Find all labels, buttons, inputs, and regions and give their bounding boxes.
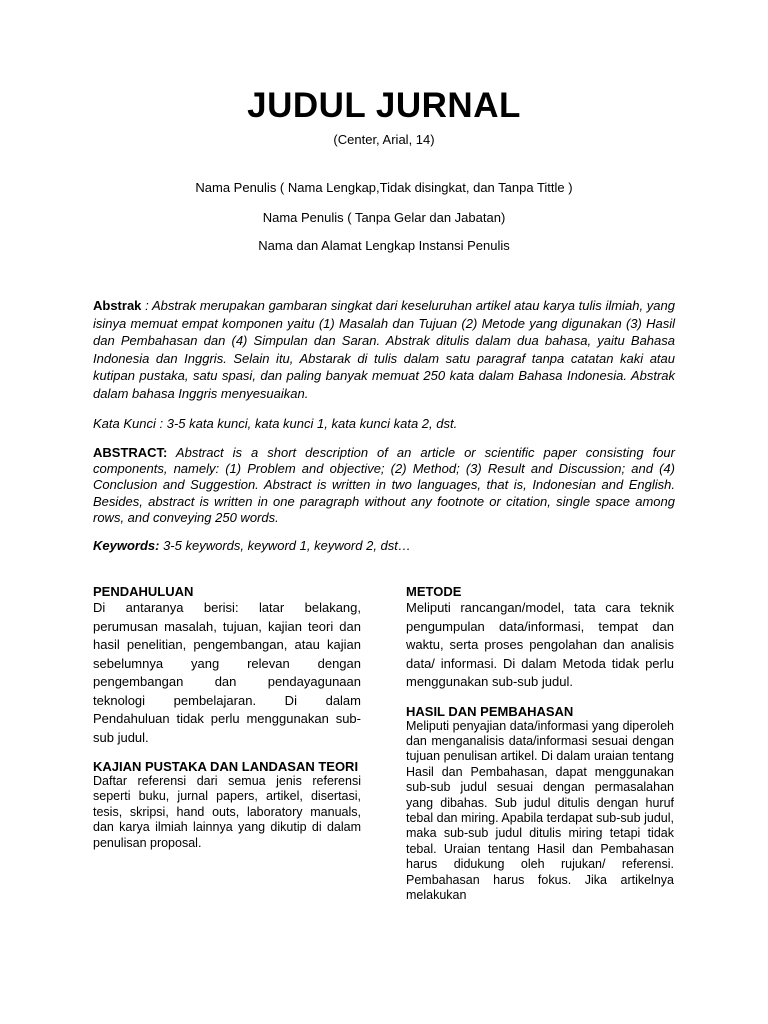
kajian-pustaka-body: Daftar referensi dari semua jenis referensi seperti buku, jurnal papers, artikel, disertasi, tesis, skripsi, hand outs, laboratory manuals, dan karya ilmiah lainnya yang dikutip di dalam penulisan proposal. [93,774,361,850]
metode-heading: METODE [406,584,462,599]
abstract-separator: : [141,298,153,313]
left-column [93,584,361,851]
pendahuluan-heading: PENDAHULUAN [93,584,194,599]
author-line-2: Nama Penulis ( Tanpa Gelar dan Jabatan) [262,210,506,225]
abstract-label: Abstrak [93,298,142,313]
author-line-1: Nama Penulis ( Nama Lengkap,Tidak disingkat, dan Tanpa Tittle ) [195,180,573,195]
journal-title: JUDUL JURNAL [247,86,521,125]
metode-body: Meliputi rancangan/model, tata cara teknik pengumpulan data/informasi, tempat dan waktu, serta proses pengolahan dan analisis data/ informasi. Di dalam Metoda tidak perlu menggunakan sub-sub judul. [406,600,674,689]
right-column [406,584,674,903]
kajian-pustaka-heading: KAJIAN PUSTAKA DAN LANDASAN TEORI [93,759,359,774]
abstract-en-label: ABSTRACT: [93,445,168,460]
institution-line: Nama dan Alamat Lengkap Instansi Penulis [258,238,510,253]
format-note: (Center, Arial, 14) [333,132,435,147]
pendahuluan-body: Di antaranya berisi: latar belakang, perumusan masalah, tujuan, kajian teori dan hasil penelitian, pengembangan, atau kajian sebelumnya yang relevan dengan pengembangan dan pendayagunaan teknologi pembelajaran. Di dalam Pendahuluan tidak perlu menggunakan sub-sub judul. [93,600,361,745]
abstract-en-text: Abstract is a short description of an article or scientific paper consisting four components, namely: (1) Problem and objective; (2) Method; (3) Result and Discussion; and (4) Conclusion and Suggestion. Abstract is written in two languages, that is, Indonesian and English. Besides, abstract is written in one paragraph without any footnote or citation, single space among rows, and conveying 250 words. [93,445,675,525]
hasil-pembahasan-heading: HASIL DAN PEMBAHASAN [406,703,574,719]
keywords-english [93,538,675,553]
hasil-pembahasan-body: Meliputi penyajian data/informasi yang diperoleh dan menganalisis data/informasi sesuai dengan tujuan penulisan artikel. Di dalam uraian tentang Hasil dan Pembahasan, dapat menggunakan sub-sub judul sesuai dengan permasalahan yang dibahas. Sub judul ditulis dengan huruf tebal dan miring. Apabila terdapat sub-sub judul, maka sub-sub judul ditulis miring tetapi tidak tebal. Uraian tentang Hasil dan Pembahasan harus didukung oleh rujukan/ referensi. Pembahasan harus fokus. Jika artikelnya melakukan [406,718,674,902]
keywords-en-label: Keywords: [93,538,160,553]
keywords-indonesian: Kata Kunci : 3-5 kata kunci, kata kunci 1, kata kunci kata 2, dst. [93,416,458,431]
abstract-text: Abstrak merupakan gambaran singkat dari keseluruhan artikel atau karya tulis ilmiah, yang isinya memuat empat komponen yaitu (1) Masalah dan Tujuan (2) Metode yang digunakan (3) Hasil dan Pembahasan dan (4) Simpulan dan Saran. Abstrak ditulis dalam dua bahasa, yaitu Bahasa Indonesia dan Inggris. Selain itu, Abstarak di tulis dalam satu paragraf tanpa catatan kaki atau kutipan pustaka, satu spasi, dan paling banyak memuat 250 kata dalam Bahasa Indonesia. Abstrak dalam bahasa Inggris menyesuaikan. [93,298,675,401]
abstract-indonesian [93,297,675,403]
keywords-en-text: 3-5 keywords, keyword 1, keyword 2, dst… [159,538,411,553]
abstract-english [93,445,675,526]
